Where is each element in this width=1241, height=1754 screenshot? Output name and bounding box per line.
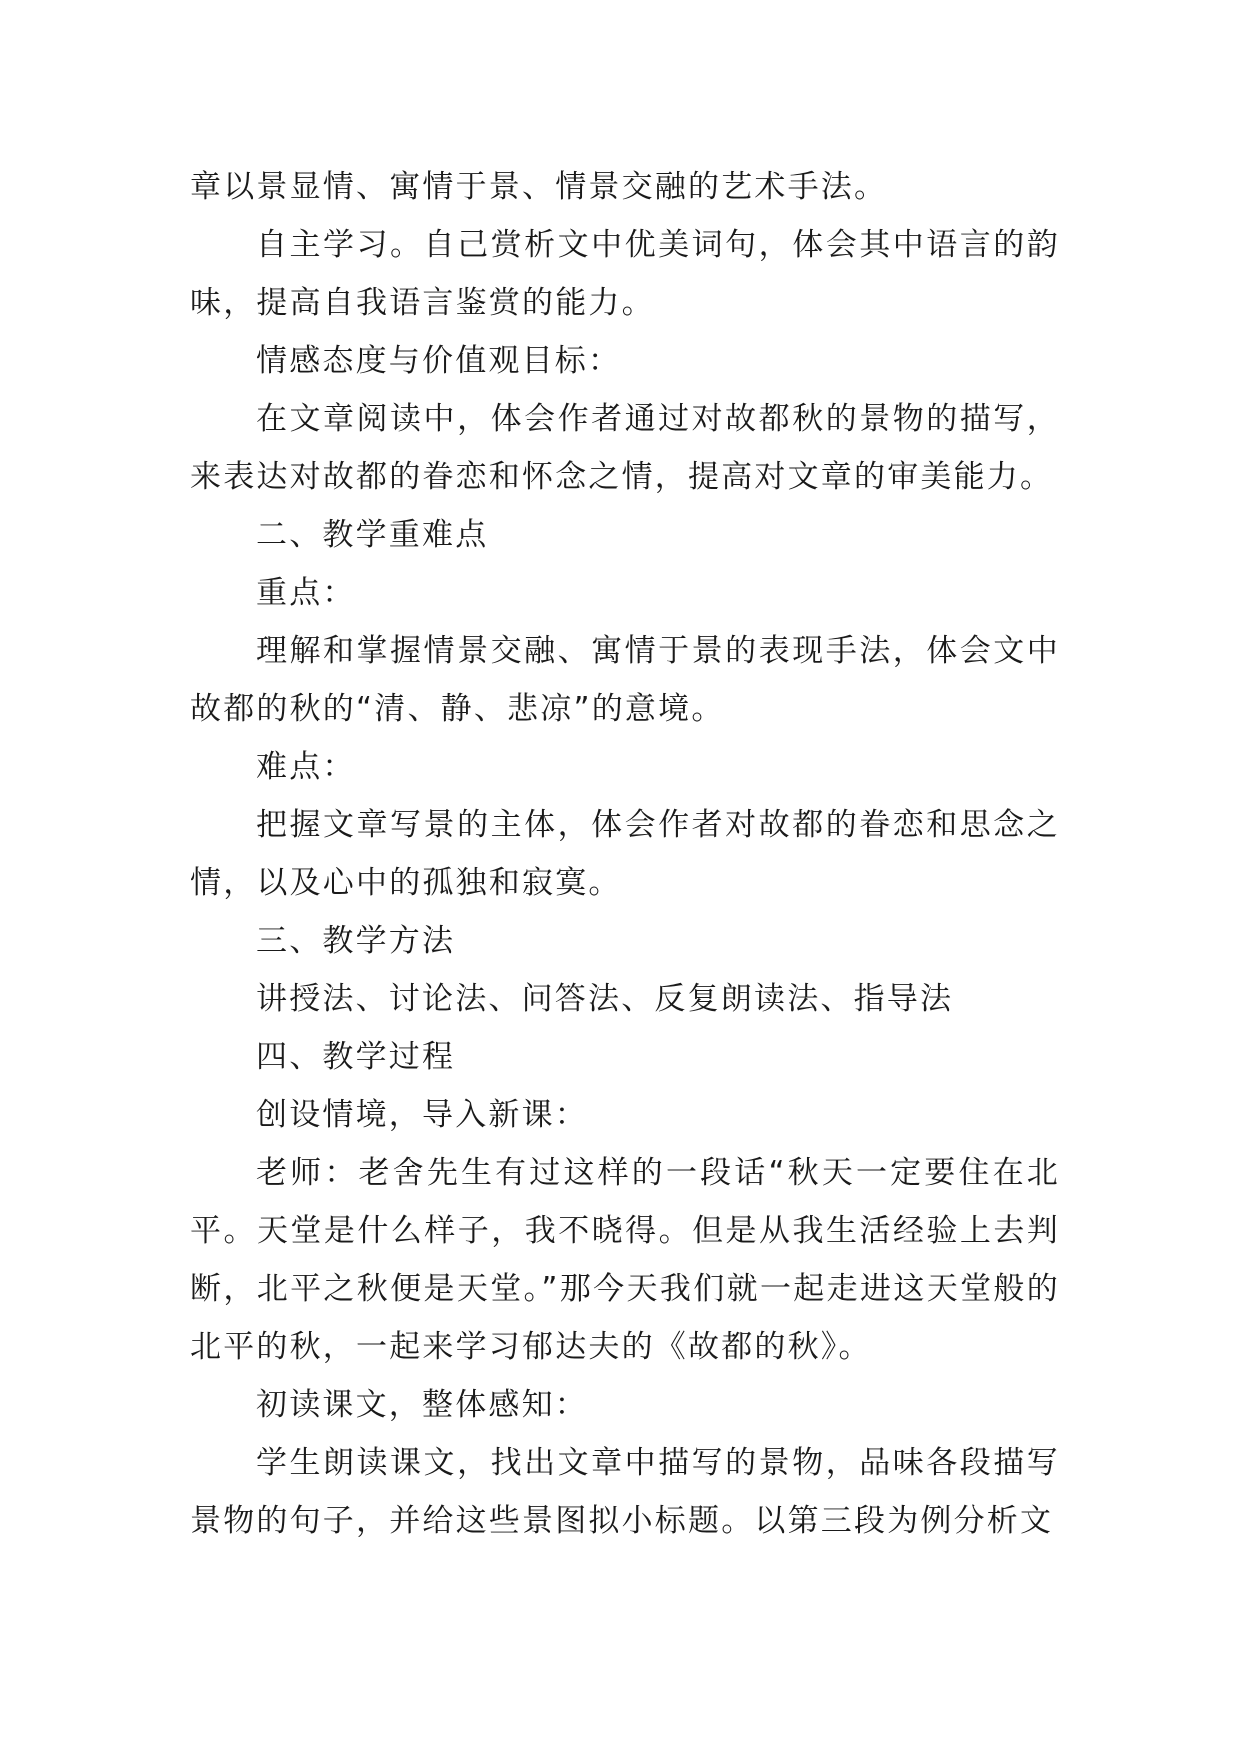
paragraph-difficulty-heading: 难点： bbox=[256, 749, 356, 785]
paragraph-emotion-goal: 在文章阅读中，体会作者通过对故都秋的景物的描写，来表达对故都的眷恋和怀念之情，提高对文章的审美能力。 bbox=[190, 401, 1060, 495]
section-heading-key-points: 二、教学重难点 bbox=[256, 517, 489, 553]
paragraph-key-point: 理解和掌握情景交融、寓情于景的表现手法，体会文中故都的秋的“清、静、悲凉”的意境。 bbox=[190, 633, 1060, 727]
paragraph-intro-heading: 创设情境，导入新课： bbox=[256, 1097, 588, 1133]
section-heading-process: 四、教学过程 bbox=[256, 1039, 456, 1075]
paragraph-emotion-goal-heading: 情感态度与价值观目标： bbox=[256, 343, 622, 379]
section-heading-methods: 三、教学方法 bbox=[256, 923, 456, 959]
paragraph-reading-heading: 初读课文，整体感知： bbox=[256, 1387, 588, 1423]
document-body bbox=[190, 158, 1060, 1550]
paragraph-continuation: 章以景显情、寓情于景、情景交融的艺术手法。 bbox=[190, 169, 888, 205]
paragraph-intro: 老师：老舍先生有过这样的一段话“秋天一定要住在北平。天堂是什么样子，我不晓得。但是从我生活经验上去判断，北平之秋便是天堂。”那今天我们就一起走进这天堂般的北平的秋，一起来学习郁达夫的《故都的秋》。 bbox=[190, 1155, 1060, 1365]
paragraph-key-point-heading: 重点： bbox=[256, 575, 356, 611]
paragraph-self-study: 自主学习。自己赏析文中优美词句，体会其中语言的韵味，提高自我语言鉴赏的能力。 bbox=[190, 227, 1060, 321]
paragraph-reading: 学生朗读课文，找出文章中描写的景物，品味各段描写景物的句子，并给这些景图拟小标题。以第三段为例分析文 bbox=[190, 1445, 1060, 1539]
paragraph-difficulty: 把握文章写景的主体，体会作者对故都的眷恋和思念之情，以及心中的孤独和寂寞。 bbox=[190, 807, 1060, 901]
paragraph-methods: 讲授法、讨论法、问答法、反复朗读法、指导法 bbox=[256, 981, 954, 1017]
